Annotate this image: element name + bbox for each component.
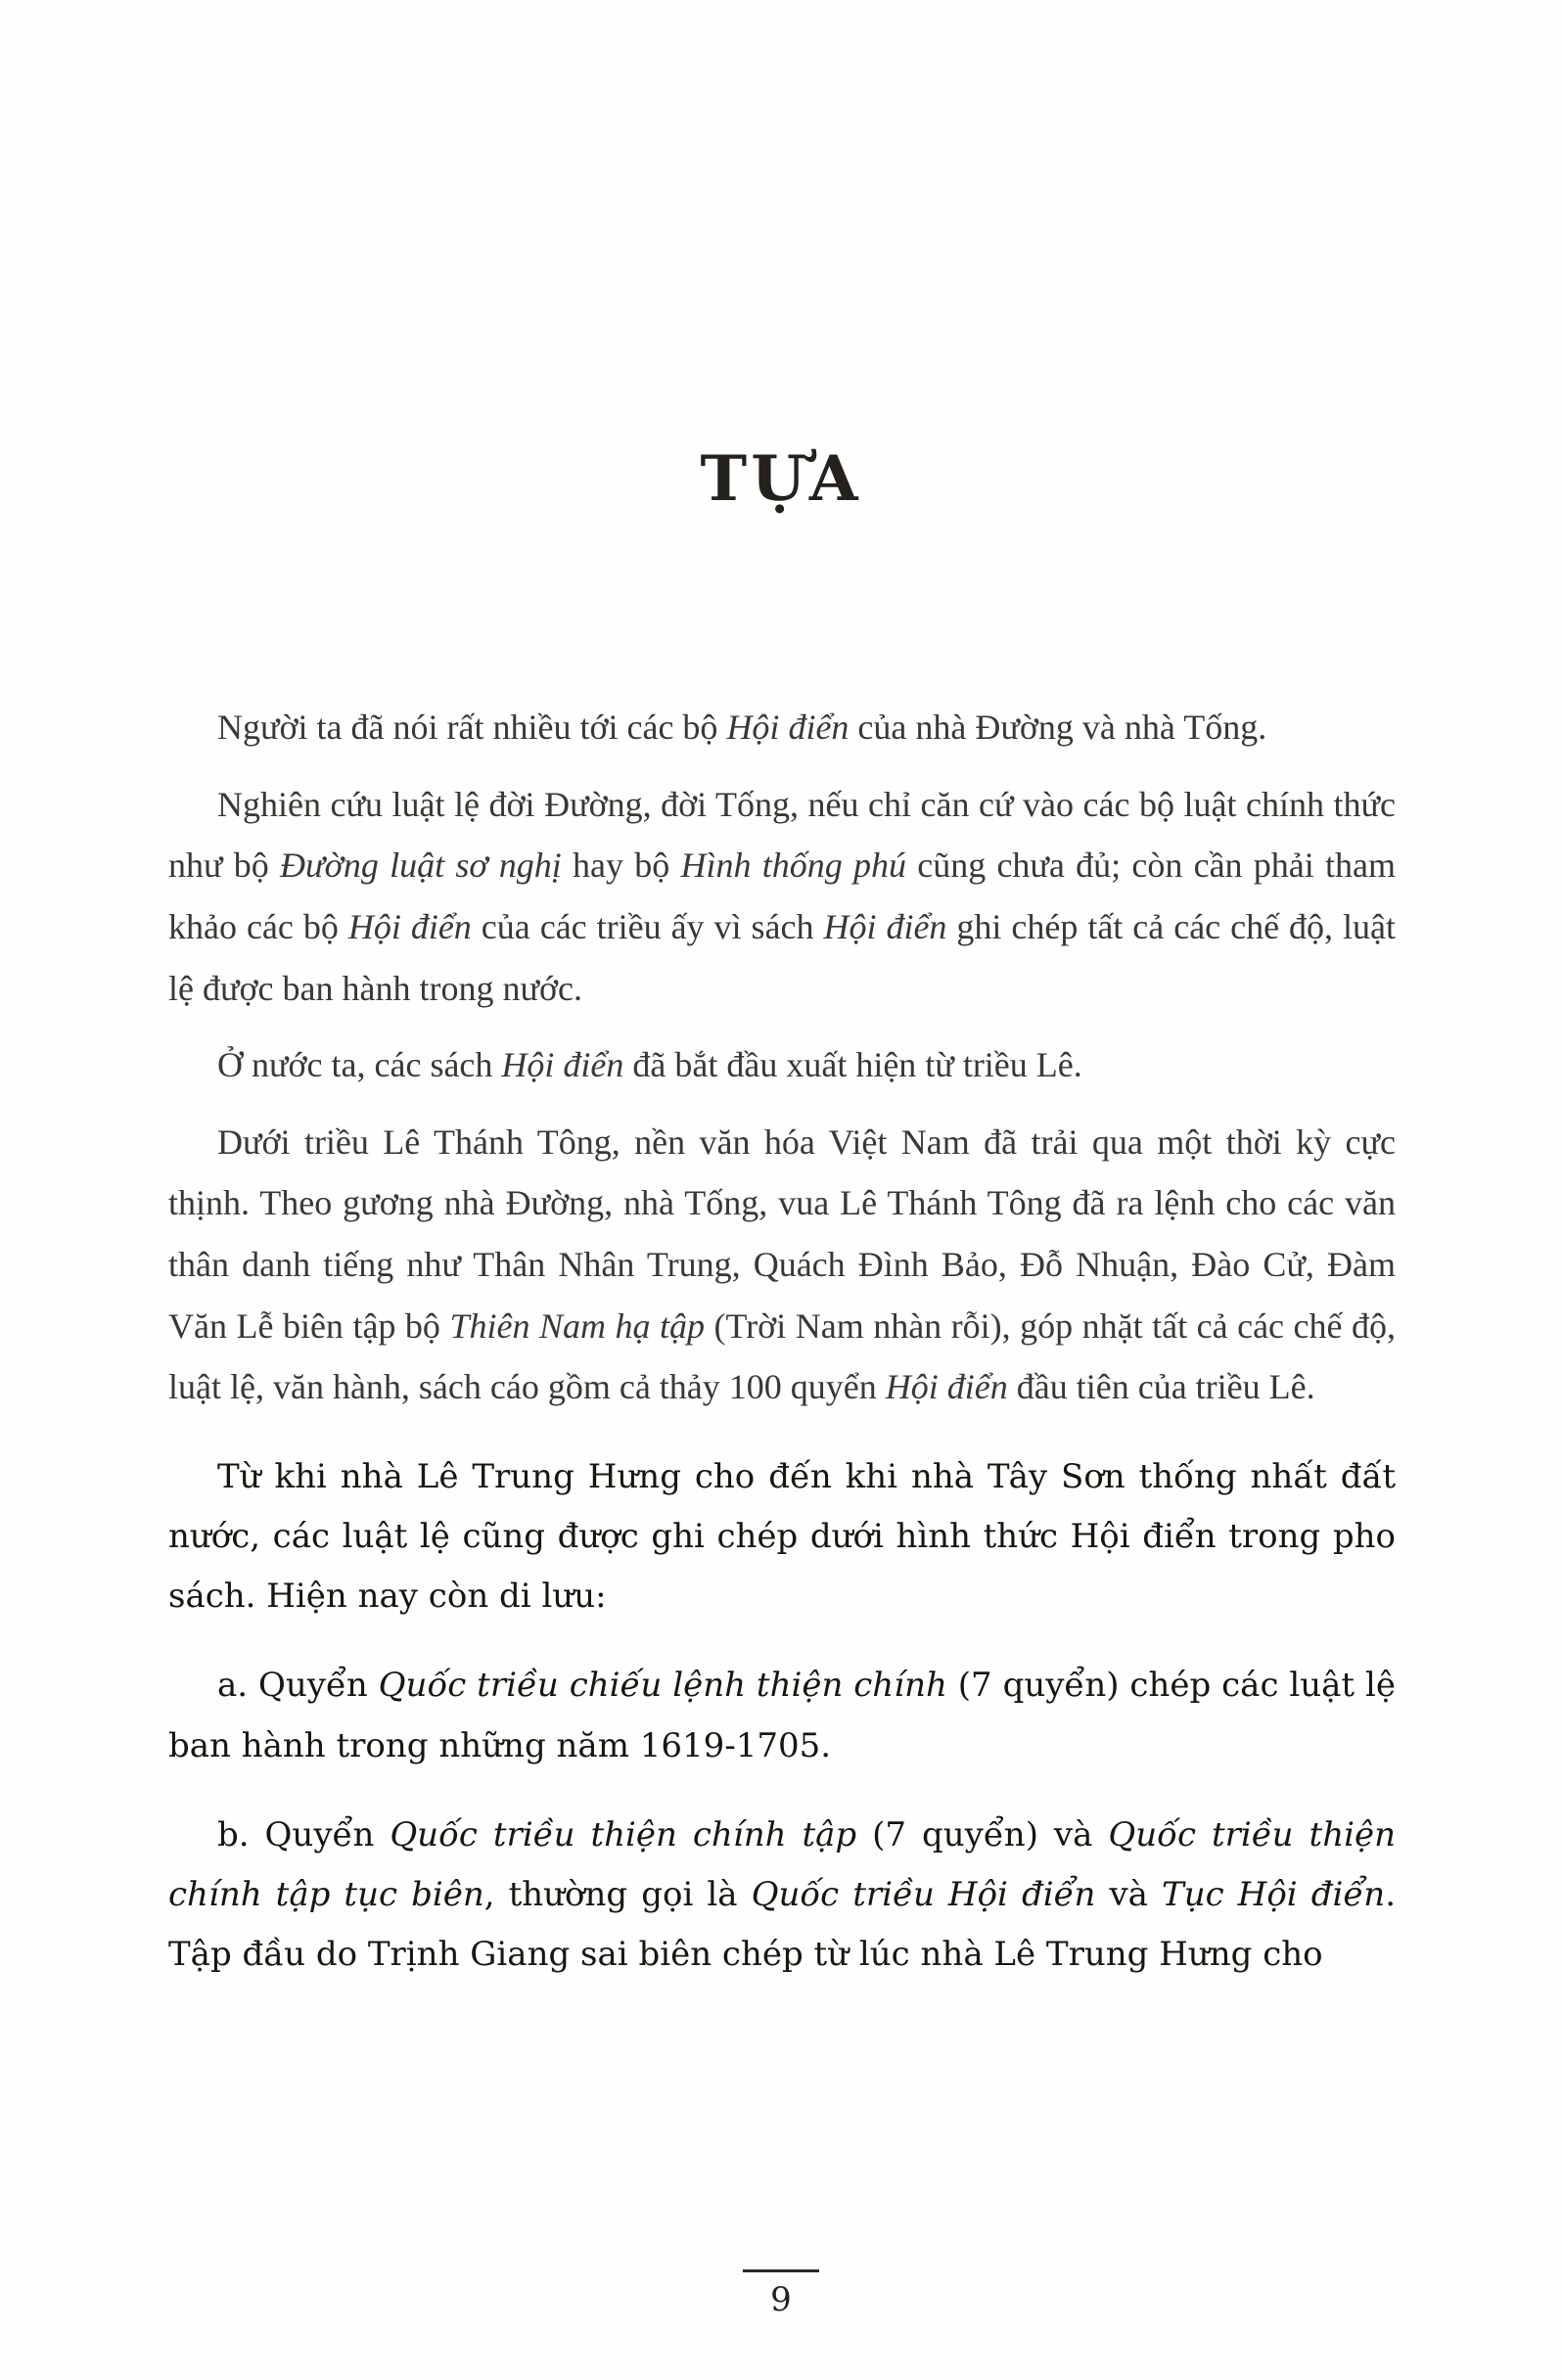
page-footer [0,2269,1562,2319]
paragraph [168,1112,1396,1418]
text-segment: của nhà Đường và nhà Tống. [849,708,1267,747]
work-title-italic: Tục Hội điển [1162,1875,1386,1914]
text-segment: và [1095,1875,1163,1914]
paragraph [168,1656,1396,1775]
body-text [168,697,1396,1985]
work-title-italic: Quốc triều Hội điển [751,1875,1096,1914]
page-number: 9 [770,2280,792,2319]
text-segment: cũng chưa đủ; còn cần phải tham khảo các bộ [168,846,1396,946]
paragraph [168,1806,1396,1986]
paragraph [168,697,1396,758]
text-segment: đã bắt đầu xuất hiện từ triều Lê. [623,1045,1082,1085]
text-segment: Người ta đã nói rất nhiều tới các bộ [217,708,727,747]
text-segment: (7 quyển) và [856,1814,1109,1854]
paragraph [168,1447,1396,1627]
text-segment: Nghiên cứu luật lệ đời Đường, đời Tống, nếu chỉ căn cứ vào các bộ luật chính thức như bộ [168,784,1396,886]
text-segment: đầu tiên của triều Lê. [1007,1367,1315,1407]
text-segment: hay bộ [561,846,681,886]
work-title-italic: Hình thống phú [680,846,906,886]
work-title-italic: Hội điển [823,906,947,946]
paragraph [168,774,1396,1020]
work-title-italic: Quốc triều thiện chính tập [390,1814,857,1854]
footer-rule [743,2269,819,2272]
text-segment: Dưới triều Lê Thánh Tông, nền văn hóa Việt Nam đã trải qua một thời kỳ cực thịnh. Theo gương nhà Đường, nhà Tống, vua Lê Thánh Tông đã ra lệnh cho các văn thân danh tiếng như Thân Nhân Trung, Quách Đình Bảo, Đỗ Nhuận, Đào Cử, Đàm Văn Lễ biên tập bộ [168,1121,1396,1346]
page-title: TỰA [700,442,862,516]
work-title-italic: Hội điển [885,1367,1008,1407]
text-segment: b. Quyển [217,1814,390,1854]
work-title-italic: Hội điển [726,708,850,747]
work-title-italic: Đường luật sơ nghị [280,846,562,886]
work-title-italic: Quốc triều thiện chính tập tục biên [168,1814,1396,1914]
work-title-italic: Hội điển [347,906,472,946]
text-segment: (Trời Nam nhàn rỗi), góp nhặt tất cả các chế độ, luật lệ, văn hành, sách cáo gồm cả thảy 100 quyển [168,1305,1397,1407]
text-segment: ghi chép tất cả các chế độ, luật lệ được ban hành trong nước. [168,906,1397,1008]
work-title-italic: Quốc triều chiếu lệnh thiện chính [378,1666,947,1706]
text-segment: a. Quyển [217,1666,379,1706]
text-segment: , thường gọi là [483,1875,752,1914]
work-title-italic: Thiên Nam hạ tập [449,1305,705,1346]
text-segment: Ở nước ta, các sách [217,1045,502,1085]
work-title-italic: Hội điển [501,1045,624,1085]
text-segment: Từ khi nhà Lê Trung Hưng cho đến khi nhà Tây Sơn thống nhất đất nước, các luật lệ cũng được ghi chép dưới hình thức Hội điển trong pho sách. Hiện nay còn di lưu: [168,1456,1396,1617]
text-segment: (7 quyển) chép các luật lệ ban hành trong những năm 1619-1705. [168,1666,1396,1765]
paragraph [168,1034,1396,1096]
text-segment: . Tập đầu do Trịnh Giang sai biên chép từ lúc nhà Lê Trung Hưng cho [168,1875,1396,1975]
text-segment: của các triều ấy vì sách [471,906,824,946]
